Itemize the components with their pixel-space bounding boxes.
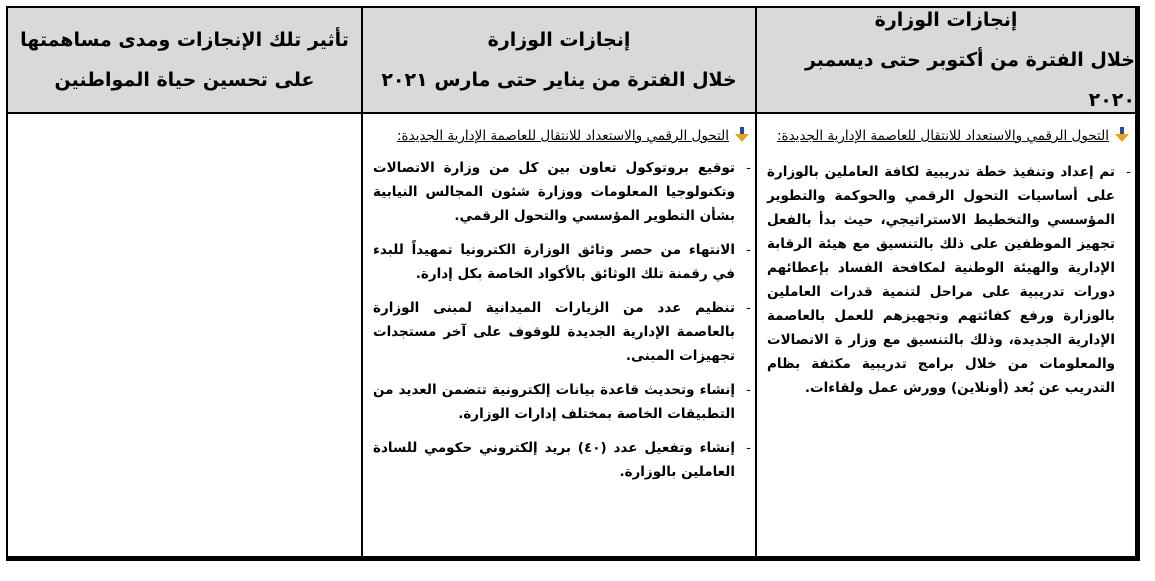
list-item-text: توقيع بروتوكول تعاون بين كل من وزارة الاتصالات وتكنولوجيا المعلومات ووزارة شئون المجالس النيابية بشأن التطوير المؤسسي والتحول الرقمي. <box>373 160 735 224</box>
section-title: التحول الرقمي والاستعداد للانتقال للعاصمة الإدارية الجديدة: <box>396 128 729 144</box>
header-title: إنجازات الوزارة <box>874 9 1018 31</box>
bullet-dash: - <box>746 440 751 456</box>
list-item <box>363 378 755 426</box>
arrow-down-icon <box>735 127 749 143</box>
header-oct-dec <box>757 8 1135 114</box>
list-item-text: تم إعداد وتنفيذ خطة تدريبية لكافة العاملين بالوزارة على أساسيات التحول الرقمي والحوكمة والتطوير المؤسسي والتخطيط الاستراتيجي، حيث بدأ بالفعل تجهيز الموظفين على ذلك بالتنسيق مع هيئة الرقابة الإدارية والهيئة الوطنية لمكافحة الفساد بإعطائهم دورات تدريبية على مراحل لتنمية قدرات العاملين بالوزارة ورفع كفائتهم وتجهيزهم للعمل بالعاصمة الإدارية الجديدة، وذلك بالتنسيق مع وزار ة الاتصالات والمعلومات من خلال برامج تدريبية مكثفة بظام التدريب عن بُعد (أونلاين) وورش عمل ولقاءات. <box>767 164 1115 396</box>
header-period: خلال الفترة من يناير حتى مارس ٢٠٢١ <box>381 69 737 91</box>
list-item <box>363 156 755 228</box>
list-item <box>363 238 755 286</box>
header-title: تأثير تلك الإنجازات ومدى مساهمتها <box>20 29 349 51</box>
list-item <box>363 296 755 368</box>
section <box>757 124 1135 148</box>
bullet-dash: - <box>746 242 751 258</box>
list-item <box>363 436 755 484</box>
list-item-text: إنشاء وتحديث قاعدة بيانات إلكترونية تتضمن العديد من التطبيقات الخاصة بمختلف إدارات الوزارة. <box>373 382 735 422</box>
bullet-dash: - <box>746 300 751 316</box>
bullet-dash: - <box>1126 164 1131 180</box>
bullet-dash: - <box>746 160 751 176</box>
column-impact <box>8 114 363 556</box>
header-subtitle: على تحسين حياة المواطنين <box>54 69 315 91</box>
header-title: إنجازات الوزارة <box>487 29 631 51</box>
list-item-text: الانتهاء من حصر وثائق الوزارة الكترونيا تمهيداً للبدء في رقمنة تلك الوثائق بالأكواد الخاصة بكل إدارة. <box>373 242 735 282</box>
section-title: التحول الرقمي والاستعداد للانتقال للعاصمة الإدارية الجديدة: <box>776 128 1109 144</box>
list-item-text: تنظيم عدد من الزيارات الميدانية لمبنى الوزارة بالعاصمة الإدارية الجديدة للوقوف على آخر مستجدات تجهيزات المبنى. <box>373 300 735 364</box>
header-period: خلال الفترة من أكتوبر حتى ديسمبر ٢٠٢٠ <box>804 49 1135 111</box>
column-oct-dec <box>757 114 1135 556</box>
column-jan-mar <box>363 114 757 556</box>
header-impact <box>8 8 363 114</box>
list-item <box>757 160 1135 400</box>
header-jan-mar <box>363 8 757 114</box>
arrow-down-icon <box>1115 127 1129 143</box>
bullet-dash: - <box>746 382 751 398</box>
section <box>363 124 755 148</box>
list-item-text: إنشاء وتفعيل عدد (٤٠) بريد إلكتروني حكومي للسادة العاملين بالوزارة. <box>373 440 735 480</box>
achievements-table <box>6 6 1140 561</box>
